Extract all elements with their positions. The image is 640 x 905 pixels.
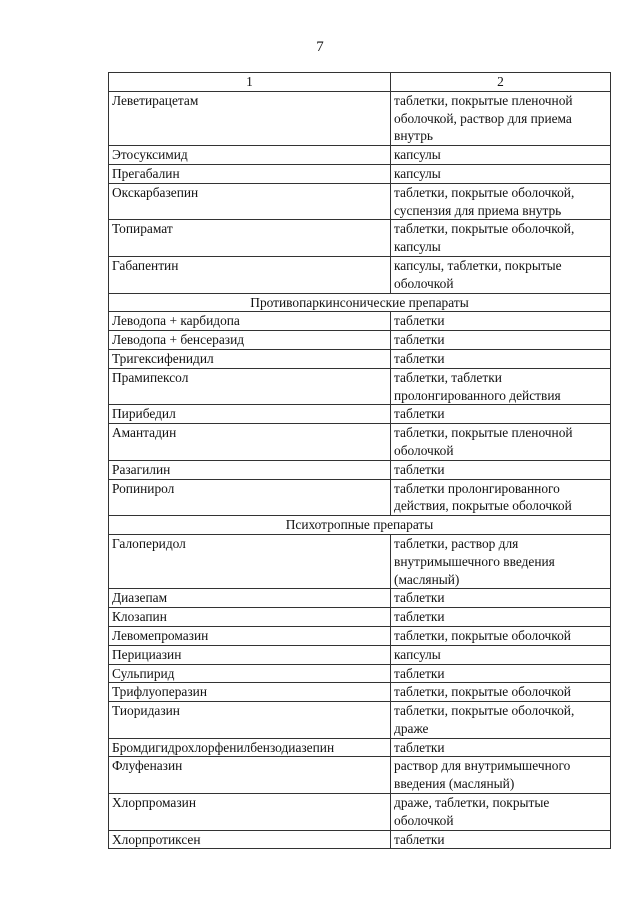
drug-name-cell: Разагилин — [109, 460, 391, 479]
drug-name-cell: Трифлуоперазин — [109, 683, 391, 702]
table-row — [109, 738, 611, 757]
table-row — [109, 312, 611, 331]
section-header-row — [109, 516, 611, 535]
dosage-form-cell: раствор для внутримышечного введения (масляный) — [391, 757, 611, 794]
drug-name-cell: Габапентин — [109, 256, 391, 293]
table-row — [109, 460, 611, 479]
drug-name-cell: Хлорпромазин — [109, 794, 391, 831]
column-header-2: 2 — [391, 73, 611, 92]
dosage-form-cell: капсулы, таблетки, покрытые оболочкой — [391, 256, 611, 293]
table-row — [109, 626, 611, 645]
table-row — [109, 664, 611, 683]
table-row — [109, 645, 611, 664]
drug-name-cell: Амантадин — [109, 424, 391, 461]
table-row — [109, 146, 611, 165]
page-number: 7 — [316, 39, 324, 55]
table-row — [109, 331, 611, 350]
drug-name-cell: Леводопа + карбидопа — [109, 312, 391, 331]
drug-name-cell: Окскарбазепин — [109, 183, 391, 220]
drug-name-cell: Левомепромазин — [109, 626, 391, 645]
drug-name-cell: Сульпирид — [109, 664, 391, 683]
table-header-row — [109, 73, 611, 92]
drug-name-cell: Тиоридазин — [109, 702, 391, 739]
dosage-form-cell: таблетки — [391, 405, 611, 424]
table-row — [109, 589, 611, 608]
drug-name-cell: Галоперидол — [109, 534, 391, 588]
drug-name-cell: Леводопа + бенсеразид — [109, 331, 391, 350]
dosage-form-cell: таблетки — [391, 664, 611, 683]
drug-name-cell: Топирамат — [109, 220, 391, 257]
table-row — [109, 405, 611, 424]
table-row — [109, 683, 611, 702]
dosage-form-cell: капсулы — [391, 164, 611, 183]
drug-table-body — [109, 73, 611, 849]
dosage-form-cell: таблетки, покрытые оболочкой, суспензия для приема внутрь — [391, 183, 611, 220]
dosage-form-cell: таблетки — [391, 589, 611, 608]
column-header-1: 1 — [109, 73, 391, 92]
drug-name-cell: Этосуксимид — [109, 146, 391, 165]
dosage-form-cell: капсулы — [391, 146, 611, 165]
table-row — [109, 702, 611, 739]
section-title: Противопаркинсонические препараты — [109, 293, 611, 312]
drug-name-cell: Прамипексол — [109, 368, 391, 405]
dosage-form-cell: таблетки, покрытые оболочкой, драже — [391, 702, 611, 739]
dosage-form-cell: таблетки, покрытые пленочной оболочкой — [391, 424, 611, 461]
table-row — [109, 534, 611, 588]
table-row — [109, 164, 611, 183]
drug-table — [108, 72, 611, 849]
dosage-form-cell: таблетки — [391, 738, 611, 757]
drug-name-cell: Перициазин — [109, 645, 391, 664]
table-row — [109, 830, 611, 849]
dosage-form-cell: таблетки — [391, 349, 611, 368]
drug-name-cell: Ропинирол — [109, 479, 391, 516]
section-header-row — [109, 293, 611, 312]
dosage-form-cell: таблетки, покрытые оболочкой — [391, 626, 611, 645]
dosage-form-cell: таблетки, покрытые оболочкой, капсулы — [391, 220, 611, 257]
table-row — [109, 91, 611, 145]
dosage-form-cell: таблетки, таблетки пролонгированного действия — [391, 368, 611, 405]
dosage-form-cell: таблетки, раствор для внутримышечного введения (масляный) — [391, 534, 611, 588]
dosage-form-cell: таблетки — [391, 331, 611, 350]
table-row — [109, 757, 611, 794]
drug-name-cell: Флуфеназин — [109, 757, 391, 794]
dosage-form-cell: таблетки, покрытые пленочной оболочкой, раствор для приема внутрь — [391, 91, 611, 145]
drug-name-cell: Пирибедил — [109, 405, 391, 424]
table-row — [109, 183, 611, 220]
section-title: Психотропные препараты — [109, 516, 611, 535]
dosage-form-cell: таблетки, покрытые оболочкой — [391, 683, 611, 702]
dosage-form-cell: драже, таблетки, покрытые оболочкой — [391, 794, 611, 831]
dosage-form-cell: таблетки — [391, 608, 611, 627]
table-row — [109, 608, 611, 627]
table-row — [109, 479, 611, 516]
table-row — [109, 220, 611, 257]
table-row — [109, 424, 611, 461]
dosage-form-cell: таблетки пролонгированного действия, покрытые оболочкой — [391, 479, 611, 516]
table-row — [109, 368, 611, 405]
dosage-form-cell: таблетки — [391, 830, 611, 849]
table-row — [109, 256, 611, 293]
dosage-form-cell: таблетки — [391, 312, 611, 331]
dosage-form-cell: таблетки — [391, 460, 611, 479]
drug-name-cell: Леветирацетам — [109, 91, 391, 145]
drug-name-cell: Клозапин — [109, 608, 391, 627]
drug-name-cell: Диазепам — [109, 589, 391, 608]
drug-name-cell: Тригексифенидил — [109, 349, 391, 368]
dosage-form-cell: капсулы — [391, 645, 611, 664]
drug-name-cell: Хлорпротиксен — [109, 830, 391, 849]
drug-name-cell: Бромдигидрохлорфенилбензодиазепин — [109, 738, 391, 757]
table-row — [109, 349, 611, 368]
table-row — [109, 794, 611, 831]
drug-name-cell: Прегабалин — [109, 164, 391, 183]
